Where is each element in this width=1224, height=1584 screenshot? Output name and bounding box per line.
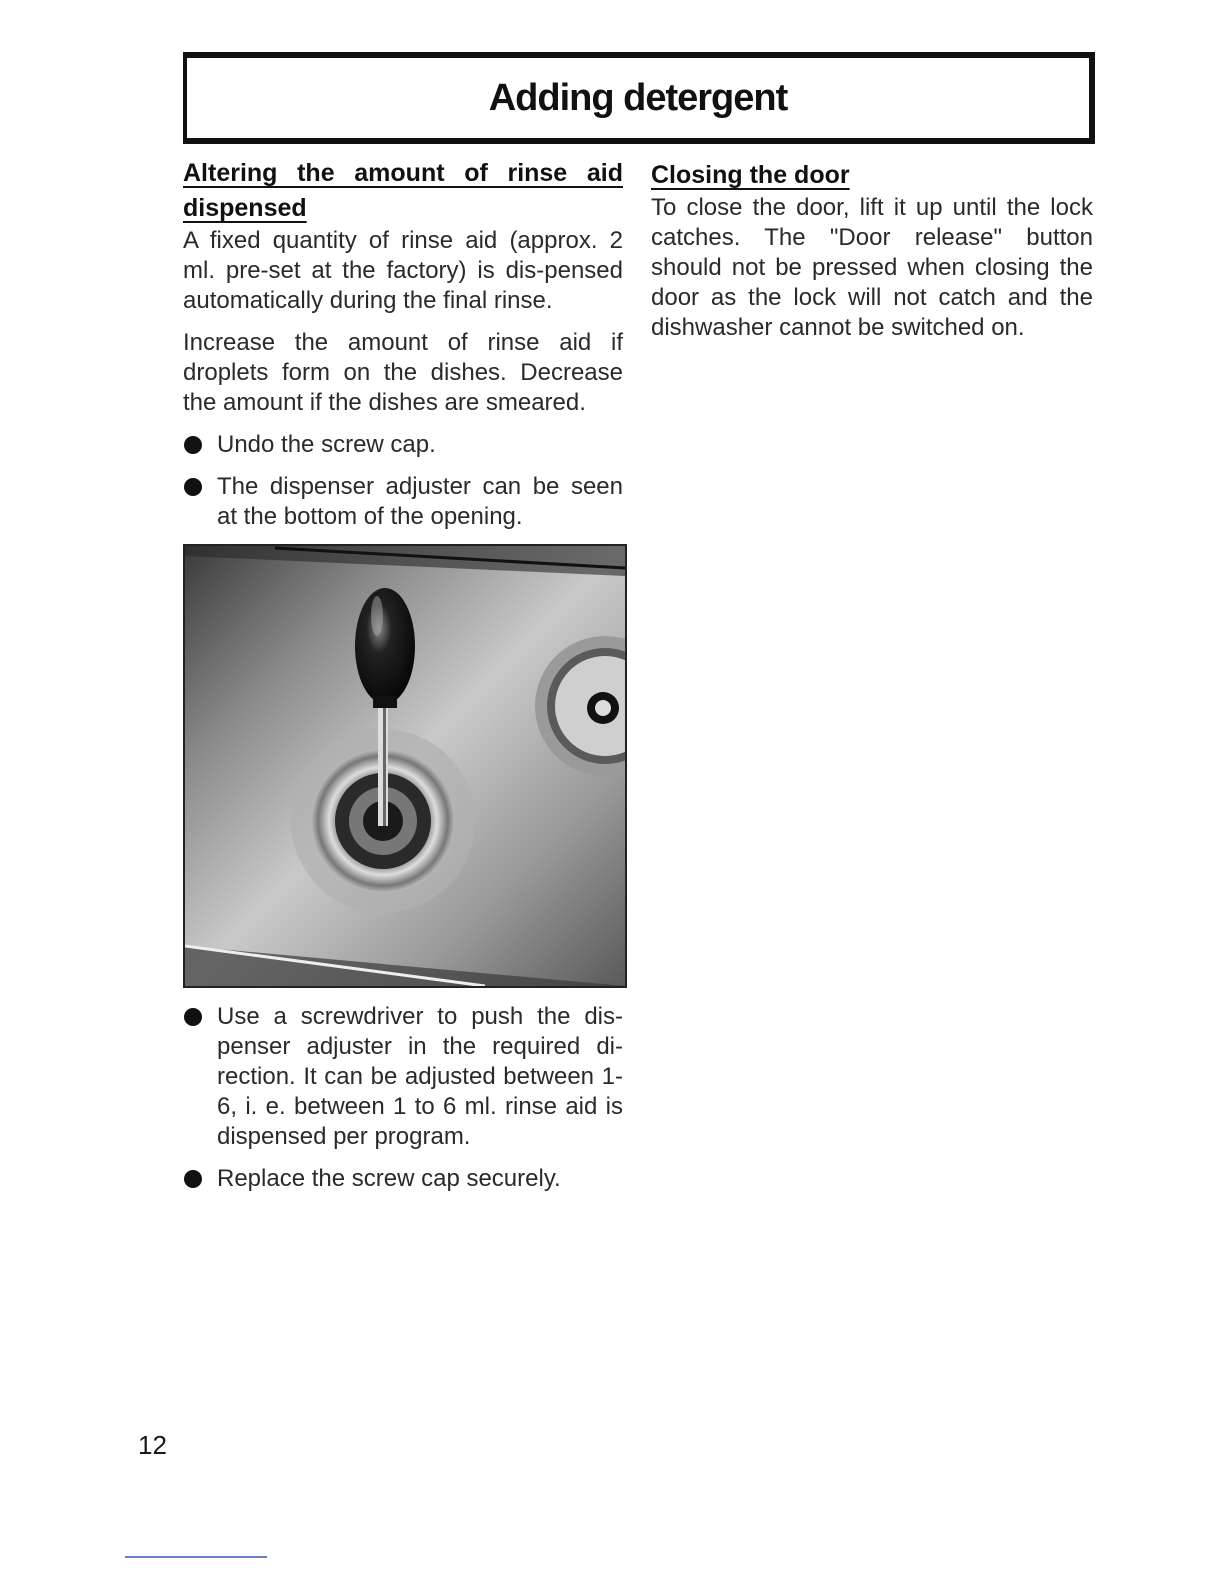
list-item [183, 1002, 623, 1152]
list-item-text: Use a screwdriver to push the dis-penser adjuster in the required di-rection. It can be adjusted between 1-6, i. e. between 1 to 6 ml. rinse aid is dispensed per program. [217, 1003, 623, 1150]
bullet-icon [184, 1170, 202, 1188]
screwdriver-adjuster-photo [183, 544, 627, 988]
left-column [183, 156, 623, 1206]
bottom-divider [125, 1556, 267, 1558]
screwdriver-photo-icon [185, 546, 625, 986]
list-item [183, 472, 623, 532]
list-item-text: Replace the screw cap securely. [217, 1165, 561, 1192]
rinse-aid-intro-paragraph: A fixed quantity of rinse aid (approx. 2 ml. pre-set at the factory) is dis-pensed automatically during the final rinse. [183, 227, 623, 314]
list-item [183, 1164, 623, 1194]
closing-door-paragraph: To close the door, lift it up until the lock catches. The "Door release" button should not be pressed when closing the door as the lock will not catch and the dishwasher cannot be switched on. [651, 194, 1093, 341]
rinse-aid-adjust-paragraph: Increase the amount of rinse aid if droplets form on the dishes. Decrease the amount if the dishes are smeared. [183, 329, 623, 416]
list-item-text: The dispenser adjuster can be seen at the bottom of the opening. [217, 473, 623, 530]
page-number: 12 [138, 1430, 167, 1460]
bullet-icon [184, 1008, 202, 1026]
page-title-box [183, 52, 1095, 144]
list-item-text: Undo the screw cap. [217, 431, 436, 458]
list-item [183, 430, 623, 460]
page-title: Adding detergent [488, 76, 788, 119]
right-column [651, 158, 1093, 355]
bullet-icon [184, 436, 202, 454]
rinse-aid-heading: Altering the amount of rinse aid dispensed [183, 159, 623, 222]
bullet-icon [184, 478, 202, 496]
closing-door-heading: Closing the door [651, 161, 850, 189]
